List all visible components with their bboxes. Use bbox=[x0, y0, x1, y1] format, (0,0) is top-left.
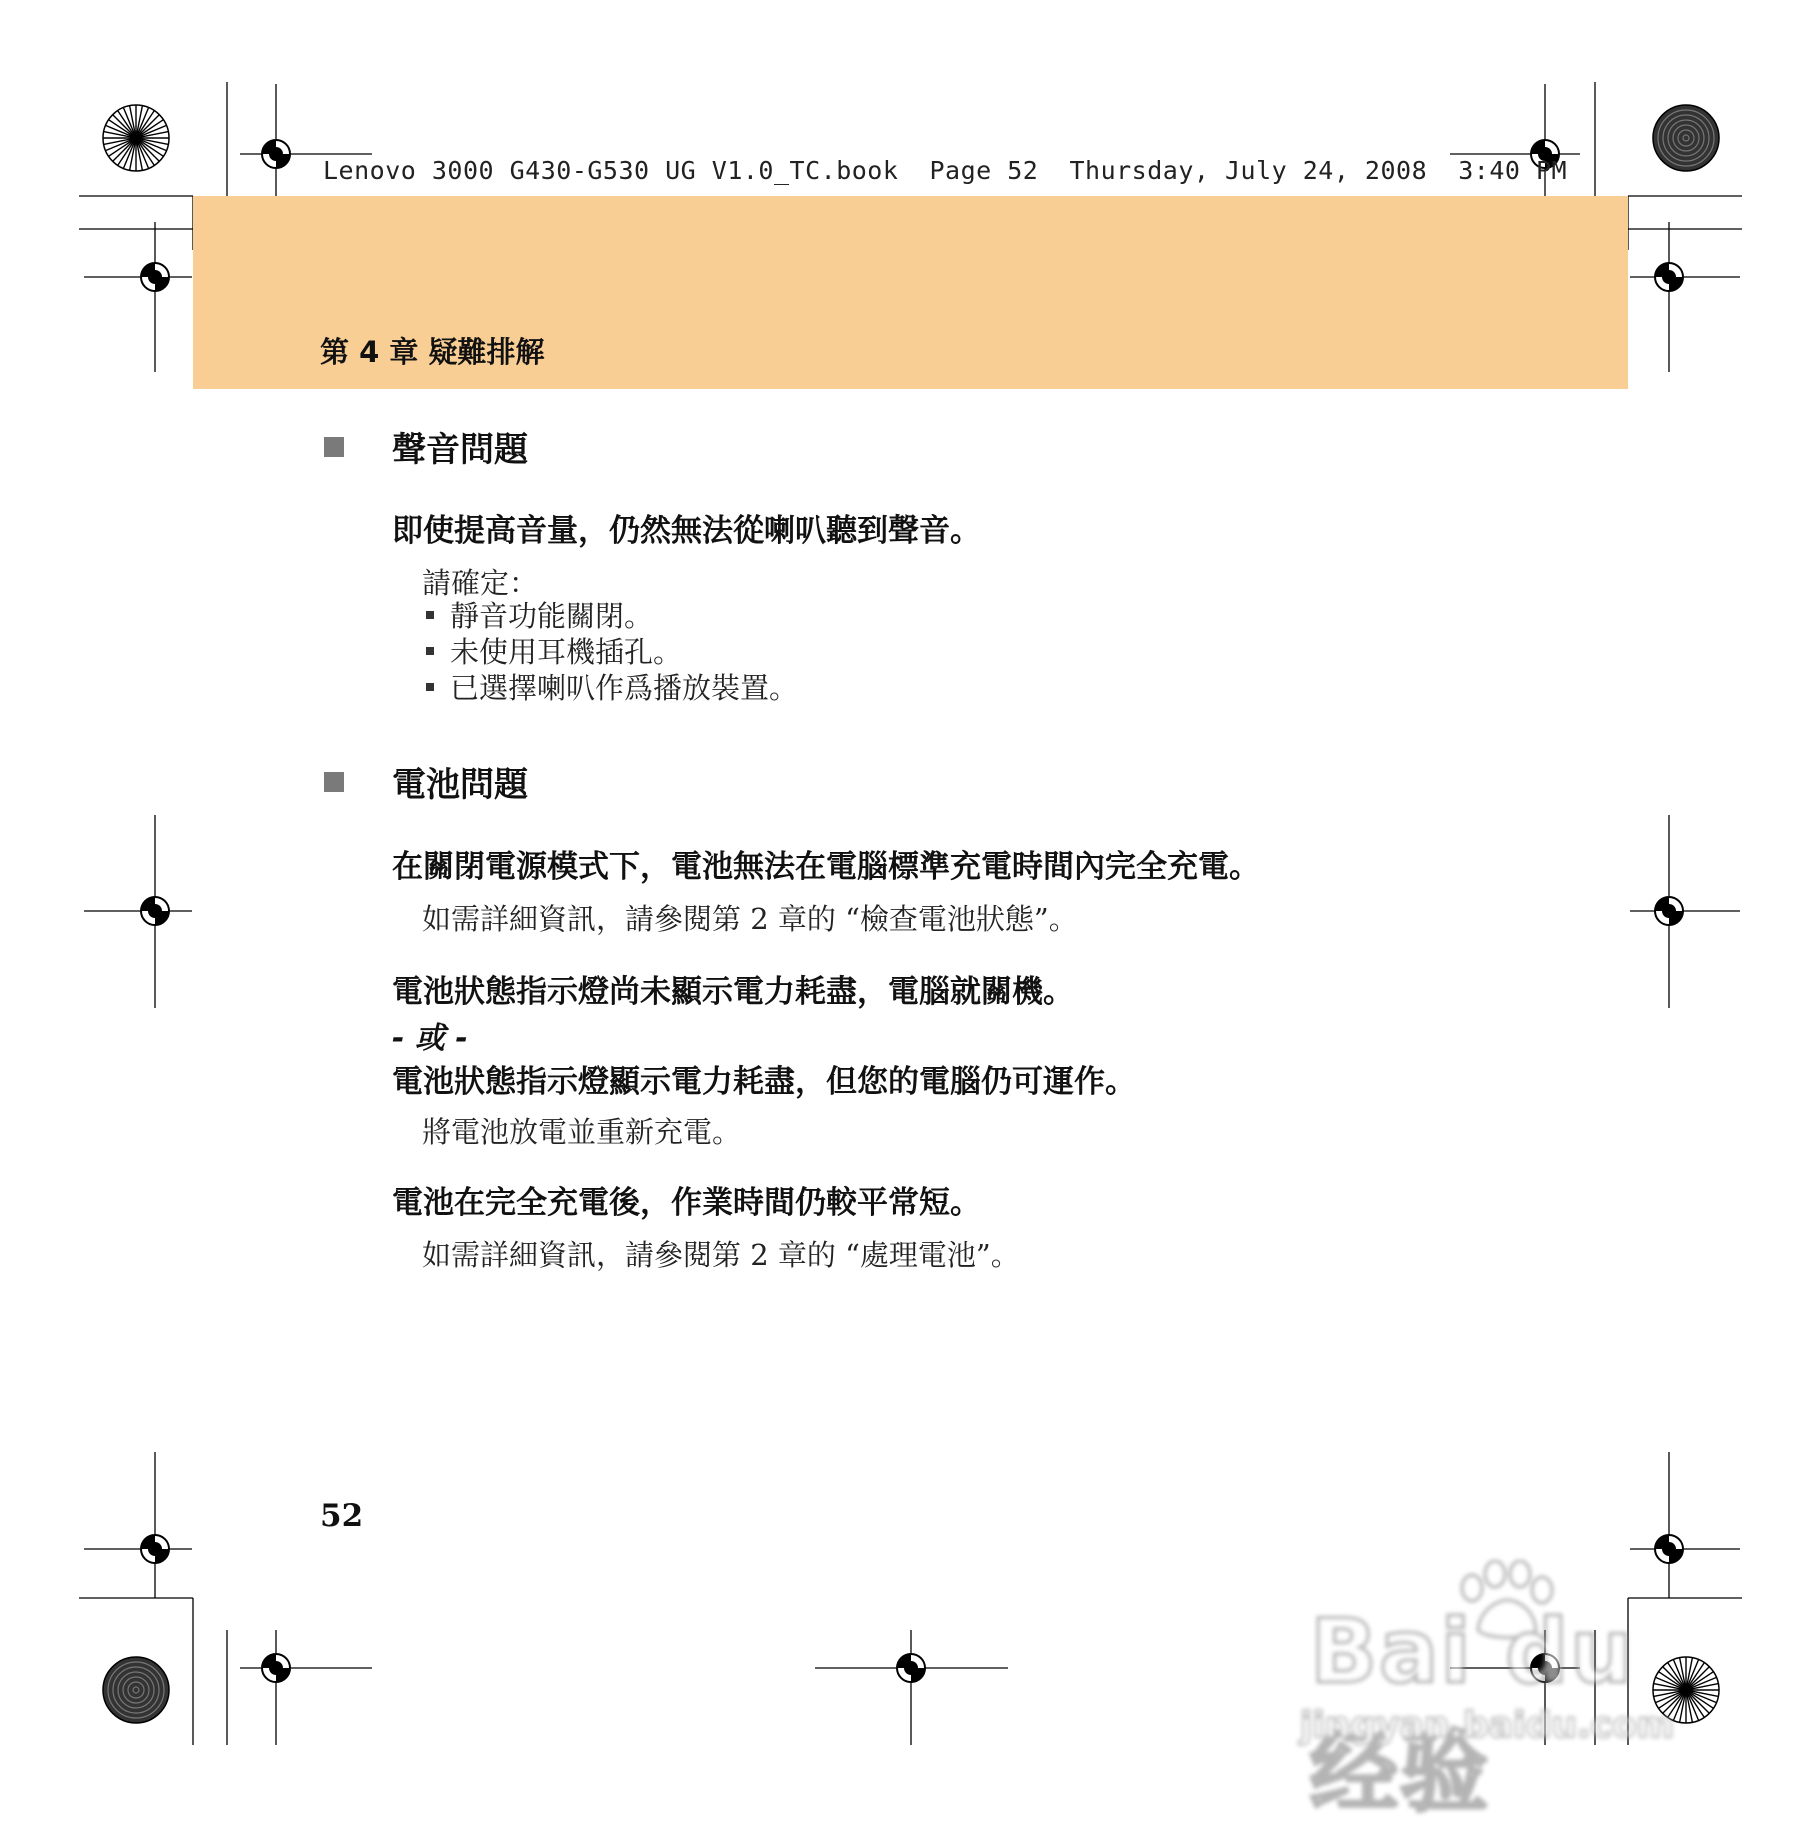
answer-battery-charge: 如需詳細資訊，請參閱第 2 章的 “檢查電池狀態”。 bbox=[422, 902, 1078, 936]
section-title-sound: 聲音問題 bbox=[392, 430, 528, 470]
question-battery-shutdown: 電池狀態指示燈尚未顯示電力耗盡，電腦就關機。 bbox=[392, 974, 1074, 1010]
square-bullet-icon bbox=[426, 647, 434, 655]
page-number: 52 bbox=[320, 1498, 364, 1534]
target-mark-icon bbox=[1653, 105, 1719, 171]
starburst-mark-icon bbox=[103, 105, 169, 171]
baidu-watermark bbox=[1300, 1560, 1730, 1824]
or-separator: - 或 - bbox=[392, 1021, 468, 1056]
book-info-line: Lenovo 3000 G430-G530 UG V1.0_TC.book Page 52 Thursday, July 24, 2008 3:40 PM bbox=[323, 156, 1568, 185]
section-bullet-icon bbox=[324, 772, 344, 792]
target-mark-icon bbox=[103, 1657, 169, 1723]
answer-battery-handling: 如需詳細資訊，請參閱第 2 章的 “處理電池”。 bbox=[422, 1238, 1020, 1272]
question-sound-volume: 即使提高音量，仍然無法從喇叭聽到聲音。 bbox=[392, 513, 981, 549]
watermark-brand: Bai du 经验 bbox=[1310, 1600, 1635, 1824]
watermark-url: jingyan.baidu.com bbox=[1300, 1705, 1675, 1746]
answer-intro: 請確定： bbox=[422, 566, 539, 600]
checklist bbox=[422, 598, 798, 706]
list-item: 未使用耳機插孔。 bbox=[422, 634, 798, 670]
chapter-title: 第 4 章 疑難排解 bbox=[320, 335, 545, 369]
list-item: 靜音功能關閉。 bbox=[422, 598, 798, 634]
question-battery-runtime: 電池在完全充電後，作業時間仍較平常短。 bbox=[392, 1185, 981, 1221]
question-battery-indicator: 電池狀態指示燈顯示電力耗盡，但您的電腦仍可運作。 bbox=[392, 1064, 1136, 1100]
question-battery-charge: 在關閉電源模式下，電池無法在電腦標準充電時間內完全充電。 bbox=[392, 849, 1260, 885]
section-bullet-icon bbox=[324, 437, 344, 457]
square-bullet-icon bbox=[426, 611, 434, 619]
section-title-battery: 電池問題 bbox=[392, 765, 528, 805]
list-item: 已選擇喇叭作爲播放裝置。 bbox=[422, 670, 798, 706]
square-bullet-icon bbox=[426, 683, 434, 691]
answer-battery-recharge: 將電池放電並重新充電。 bbox=[422, 1115, 742, 1149]
